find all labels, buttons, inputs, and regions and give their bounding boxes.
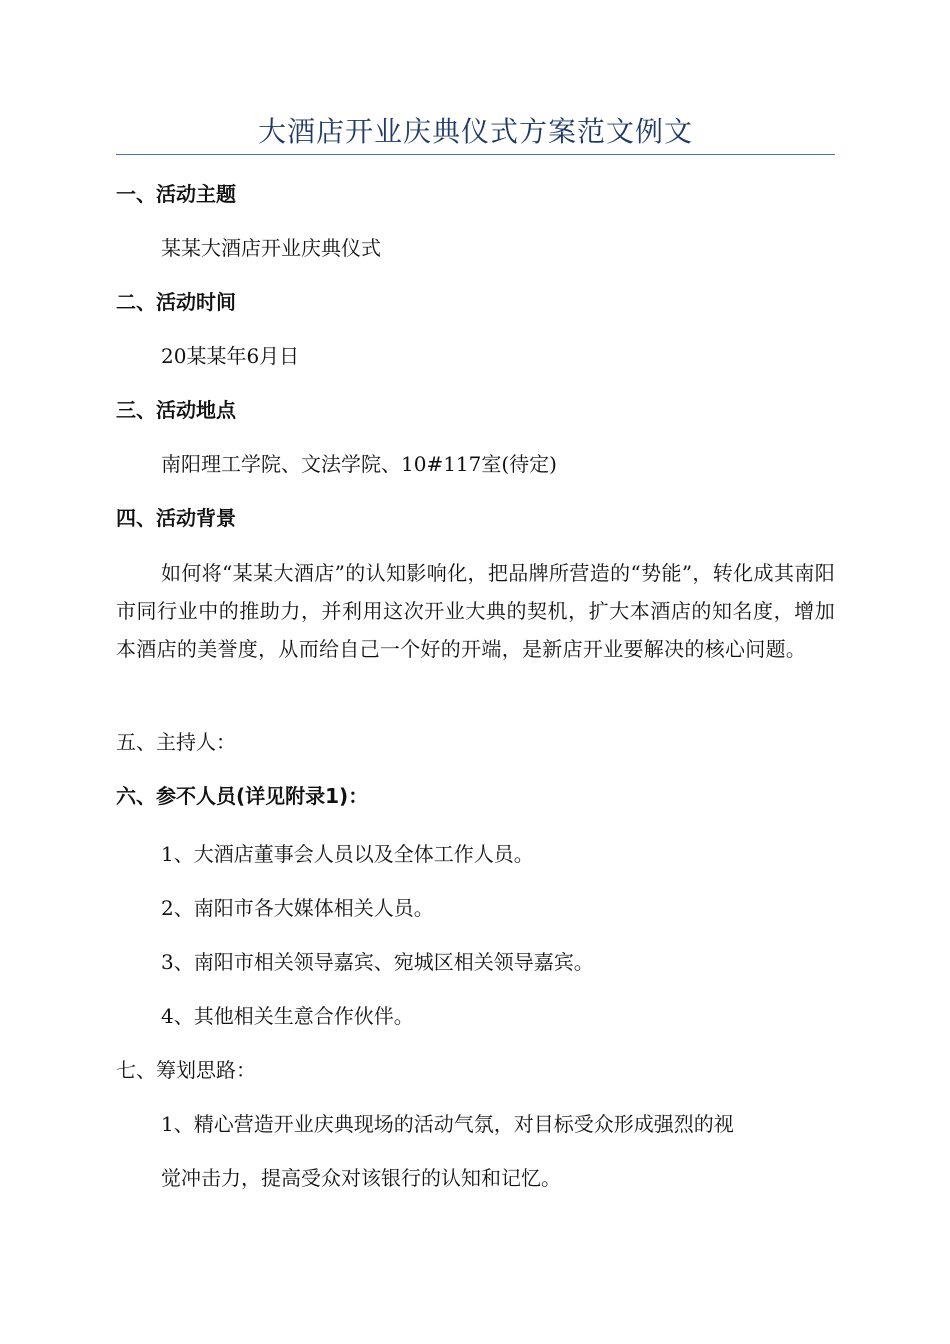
section-body-time: 20某某年6月日 [161, 344, 300, 368]
list-item: 1、大酒店董事会人员以及全体工作人员。 [161, 842, 534, 866]
section-heading-host: 五、主持人： [116, 730, 236, 754]
section-heading-background: 四、活动背景 [116, 506, 236, 530]
section-heading-theme: 一、活动主题 [116, 182, 236, 206]
planning-item-line-2: 觉冲击力，提高受众对该银行的认知和记忆。 [161, 1166, 561, 1190]
list-item: 4、其他相关生意合作伙伴。 [161, 1004, 414, 1028]
document-title: 大酒店开业庆典仪式方案范文例文 [257, 115, 693, 148]
section-heading-time: 二、活动时间 [116, 290, 236, 314]
planning-item-line-1: 1、精心营造开业庆典现场的活动气氛，对目标受众形成强烈的视 [161, 1112, 734, 1136]
section-heading-participants: 六、参不人员(详见附录1)： [116, 784, 369, 808]
section-body-theme: 某某大酒店开业庆典仪式 [161, 236, 381, 260]
section-body-background: 如何将“某某大酒店”的认知影响化，把品牌所营造的“势能”，转化成其南阳市同行业中的推助力，并利用这次开业大典的契机，扩大本酒店的知名度，增加本酒店的美誉度，从而给自己一个好的开端，是新店开业要解决的核心问题。 [116, 561, 835, 661]
section-heading-planning: 七、筹划思路： [116, 1058, 256, 1082]
title-underline [116, 154, 835, 155]
list-item: 3、南阳市相关领导嘉宾、宛城区相关领导嘉宾。 [161, 950, 594, 974]
section-body-location: 南阳理工学院、文法学院、10#117室(待定) [161, 452, 557, 476]
section-heading-location: 三、活动地点 [116, 398, 236, 422]
list-item: 2、南阳市各大媒体相关人员。 [161, 896, 434, 920]
